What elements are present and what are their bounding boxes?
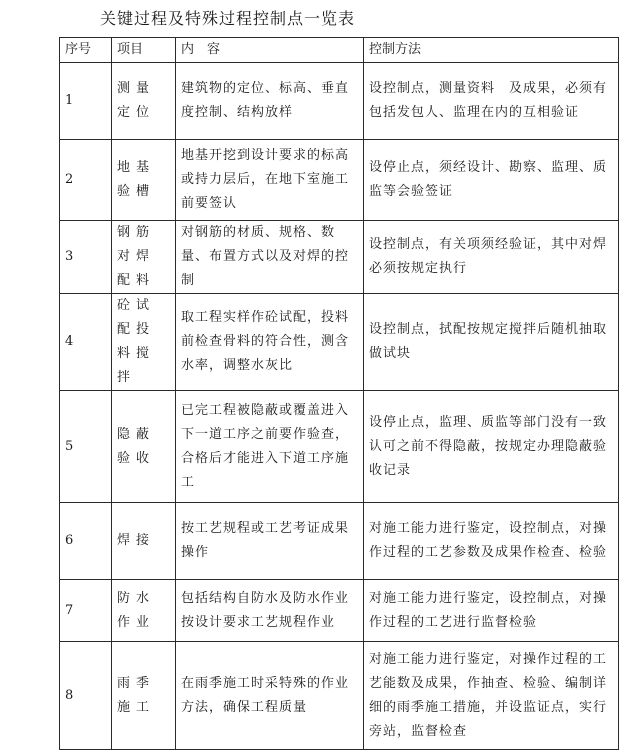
row-method: 设停止点，监理、质监等部门没有一致认可之前不得隐蔽，按规定办理隐蔽验收记录 [364,391,619,503]
row-content: 已完工程被隐蔽或覆盖进入下一道工序之前要作验查，合格后才能进入下道工序施工 [176,391,364,503]
row-item: 隐蔽验收 [112,391,176,503]
table-row [60,503,619,580]
row-no: 5 [60,391,112,503]
row-content: 取工程实样作砼试配，投料前检查骨料的符合性，测含水率，调整水灰比 [176,294,364,391]
row-no: 1 [60,63,112,140]
row-method: 对施工能力进行鉴定，设控制点，对操作过程的工艺参数及成果作检查、检验 [364,503,619,580]
row-item: 测量定位 [112,63,176,140]
table-row [60,642,619,750]
row-no: 8 [60,642,112,750]
row-no: 3 [60,221,112,294]
table-row [60,221,619,294]
row-item: 焊接 [112,503,176,580]
table-row [60,580,619,642]
row-content: 建筑物的定位、标高、垂直度控制、结构放样 [176,63,364,140]
header-content: 内 容 [176,38,364,63]
row-method: 设停止点，须经设计、勘察、监理、质监等会验签证 [364,140,619,221]
row-content: 按工艺规程或工艺考证成果操作 [176,503,364,580]
row-method: 设控制点，测量资料 及成果，必须有包括发包人、监理在内的互相验证 [364,63,619,140]
row-no: 6 [60,503,112,580]
row-no: 2 [60,140,112,221]
table-header-row [60,38,619,63]
row-no: 7 [60,580,112,642]
row-content: 对钢筋的材质、规格、数量、布置方式以及对焊的控制 [176,221,364,294]
page-title: 关键过程及特殊过程控制点一览表 [100,9,356,28]
table-row [60,63,619,140]
row-no: 4 [60,294,112,391]
table-row [60,391,619,503]
row-method: 设控制点，拭配按规定搅拌后随机抽取做试块 [364,294,619,391]
row-content: 地基开挖到设计要求的标高或持力层后，在地下室施工前要签认 [176,140,364,221]
header-no: 序号 [60,38,112,63]
row-item: 砼试配投料搅拌 [112,294,176,391]
row-content: 包括结构自防水及防水作业按设计要求工艺规程作业 [176,580,364,642]
row-item: 防水作业 [112,580,176,642]
control-points-table [59,37,619,750]
row-item: 地基验槽 [112,140,176,221]
row-item: 雨季施工 [112,642,176,750]
header-item: 项目 [112,38,176,63]
table-row [60,294,619,391]
row-content: 在雨季施工时采特殊的作业方法，确保工程质量 [176,642,364,750]
row-method: 对施工能力进行鉴定，设控制点，对操作过程的工艺进行监督检验 [364,580,619,642]
header-method: 控制方法 [364,38,619,63]
table-row [60,140,619,221]
row-method: 对施工能力进行鉴定，对操作过程的工艺能数及成果，作抽查、检验、编制详细的雨季施工措施，并设监证点，实行旁站，监督检查 [364,642,619,750]
row-item: 钢筋对焊配料 [112,221,176,294]
row-method: 设控制点，有关项须经验证，其中对焊必须按规定执行 [364,221,619,294]
